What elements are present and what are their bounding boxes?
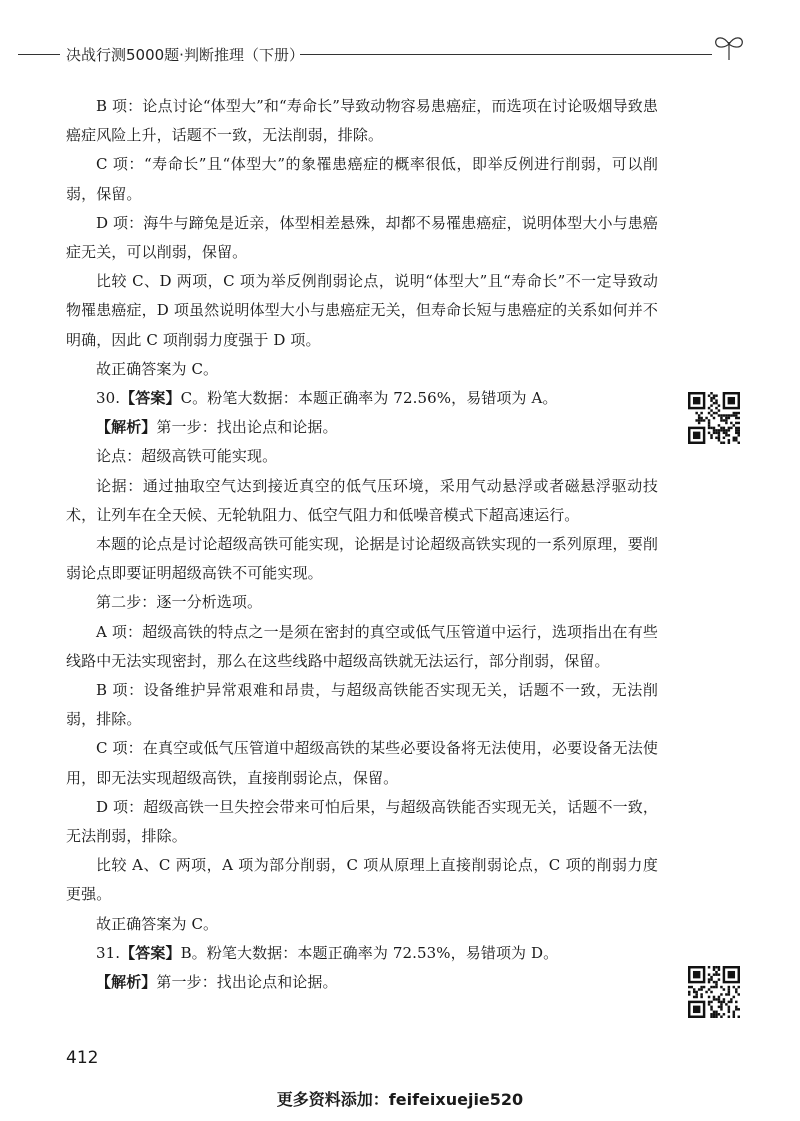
paragraph: 故正确答案为 C。 <box>96 914 219 933</box>
paragraph: B 项：论点讨论“体型大”和“寿命长”导致动物容易患癌症，而选项在讨论吸烟导致患癌症风险上升，话题不一致，无法削弱，排除。 <box>66 97 658 145</box>
paragraph: 比较 C、D 两项，C 项为举反例削弱论点，说明“体型大”且“寿命长”不一定导致动物罹患癌症，D 项虽然说明体型大小与患癌症无关，但寿命长短与患癌症的关系如何并不明确，因此 C 项削弱力度强于 D 项。 <box>66 272 658 349</box>
paragraph: 论点：超级高铁可能实现。 <box>96 447 278 466</box>
answer-tag: 【答案】 <box>120 389 181 408</box>
q31-answer-text: B。粉笔大数据：本题正确率为 72.53%，易错项为 D。 <box>180 943 559 962</box>
paragraph: B 项：设备维护异常艰难和昂贵，与超级高铁能否实现无关，话题不一致，无法削弱，排除。 <box>66 681 658 729</box>
qr-code-q31[interactable] <box>688 966 740 1018</box>
paragraph: 论据：通过抽取空气达到接近真空的低气压环境，采用气动悬浮或者磁悬浮驱动技术，让列车在全天候、无轮轨阻力、低空气阻力和低噪音模式下超高速运行。 <box>66 476 658 524</box>
q30-number: 30. <box>96 389 121 408</box>
book-title: 决战行测5000题·判断推理（下册） <box>66 46 304 64</box>
q30-answer-text: C。粉笔大数据：本题正确率为 72.56%，易错项为 A。 <box>180 389 558 408</box>
footer-note: 更多资料添加：feifeixuejie520 <box>276 1090 524 1109</box>
running-header <box>0 42 800 66</box>
q30-answer-line <box>66 384 658 413</box>
q31-number: 31. <box>96 943 121 962</box>
analysis-tag: 【解析】 <box>96 973 157 992</box>
paragraph: 第二步：逐一分析选项。 <box>96 593 263 612</box>
answer-tag: 【答案】 <box>120 943 181 962</box>
qr-code-icon <box>688 966 740 1018</box>
page-number: 412 <box>66 1048 99 1068</box>
q31-analysis-text: 第一步：找出论点和论据。 <box>156 973 338 992</box>
header-rule-left <box>18 54 60 55</box>
q31-analysis-line <box>66 968 658 997</box>
paragraph: 故正确答案为 C。 <box>96 359 219 378</box>
header-rule-right <box>300 54 712 55</box>
q30-analysis-text: 第一步：找出论点和论据。 <box>156 418 338 437</box>
paragraph: D 项：海牛与蹄兔是近亲，体型相差悬殊，却都不易罹患癌症，说明体型大小与患癌症无关，可以削弱，保留。 <box>66 213 658 262</box>
page-body <box>66 92 658 997</box>
paragraph: A 项：超级高铁的特点之一是须在密封的真空或低气压管道中运行，选项指出在有些线路中无法实现密封，那么在这些线路中超级高铁就无法运行，部分削弱，保留。 <box>66 622 658 670</box>
analysis-tag: 【解析】 <box>96 418 157 437</box>
q30-analysis-line <box>66 413 658 442</box>
paragraph: C 项：在真空或低气压管道中超级高铁的某些必要设备将无法使用，必要设备无法使用，即无法实现超级高铁，直接削弱论点，保留。 <box>66 739 658 787</box>
qr-code-icon <box>688 392 740 444</box>
paragraph: 比较 A、C 两项，A 项为部分削弱，C 项从原理上直接削弱论点，C 项的削弱力度更强。 <box>66 856 658 904</box>
paragraph: 本题的论点是讨论超级高铁可能实现，论据是讨论超级高铁实现的一系列原理，要削弱论点即要证明超级高铁不可能实现。 <box>66 535 658 583</box>
paragraph: C 项：“寿命长”且“体型大”的象罹患癌症的概率很低，即举反例进行削弱，可以削弱，保留。 <box>66 155 658 203</box>
qr-code-q30[interactable] <box>688 392 740 444</box>
paragraph: D 项：超级高铁一旦失控会带来可怕后果，与超级高铁能否实现无关，话题不一致，无法削弱，排除。 <box>66 797 658 846</box>
sprout-icon <box>712 32 746 62</box>
q31-answer-line <box>66 939 658 968</box>
